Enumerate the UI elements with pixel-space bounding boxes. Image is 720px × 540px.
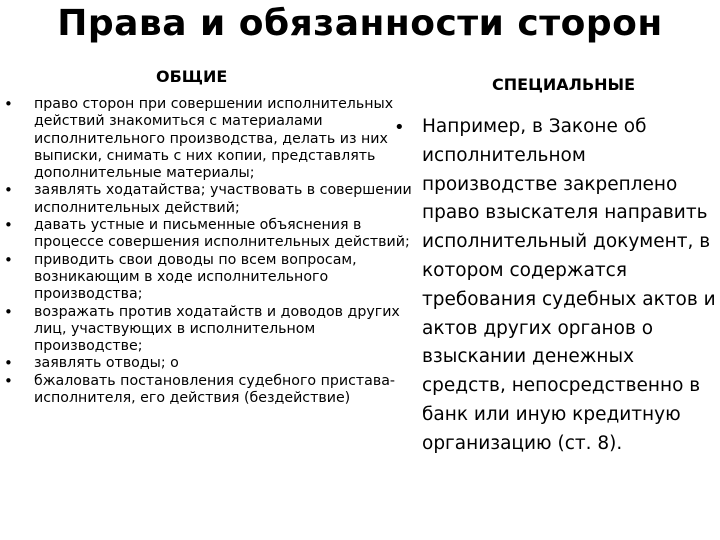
- general-rights-list: [4, 95, 414, 407]
- list-item-text: заявлять ходатайства; участвовать в совершении исполнительных действий;: [34, 182, 412, 216]
- bullet-dot-icon: •: [4, 302, 13, 321]
- list-item: [4, 181, 414, 217]
- bullet-dot-icon: •: [4, 181, 13, 200]
- special-rights-list: [394, 113, 718, 459]
- list-item: [4, 371, 414, 408]
- bullet-dot-icon: •: [4, 250, 13, 269]
- bullet-dot-icon: •: [4, 371, 13, 390]
- special-column-heading: СПЕЦИАЛЬНЫЕ: [492, 75, 636, 94]
- bullet-dot-icon: •: [4, 95, 13, 113]
- list-item-text: заявлять отводы; о: [34, 355, 179, 372]
- list-item-text: бжаловать постановления судебного пристава-исполнителя, его действия (бездействие): [34, 372, 396, 407]
- list-item: [4, 216, 414, 252]
- list-item-text: право сторон при совершении исполнительных действий знакомиться с материалами исполнительного производства, делать из них выписки, снимать с них копии, представлять дополнительные материалы;: [34, 96, 394, 182]
- bullet-dot-icon: •: [4, 354, 13, 373]
- list-item: [394, 113, 718, 459]
- list-item-text: давать устные и письменные объяснения в процессе совершения исполнительных действий;: [34, 217, 410, 251]
- list-item-text: возражать против ходатайств и доводов других лиц, участвующих в исполнительном производстве;: [34, 303, 400, 355]
- slide-title: Права и обязанности сторон: [57, 3, 663, 44]
- list-item-text: Например, в Законе об исполнительном производстве закреплено право взыскателя направить исполнительный документ, в котором содержатся требования судебных актов и актов других органов о взыскании денежных средств, непосредственно в банк или иную кредитную организацию (ст. 8).: [422, 116, 716, 454]
- bullet-dot-icon: •: [394, 117, 405, 138]
- list-item: [4, 250, 414, 304]
- bullet-dot-icon: •: [4, 216, 13, 235]
- list-item: [4, 302, 414, 356]
- general-column-heading: ОБЩИЕ: [156, 67, 228, 86]
- list-item-text: приводить свои доводы по всем вопросам, возникающим в ходе исполнительного производства;: [34, 251, 357, 303]
- list-item: [4, 354, 414, 373]
- list-item: [4, 95, 414, 182]
